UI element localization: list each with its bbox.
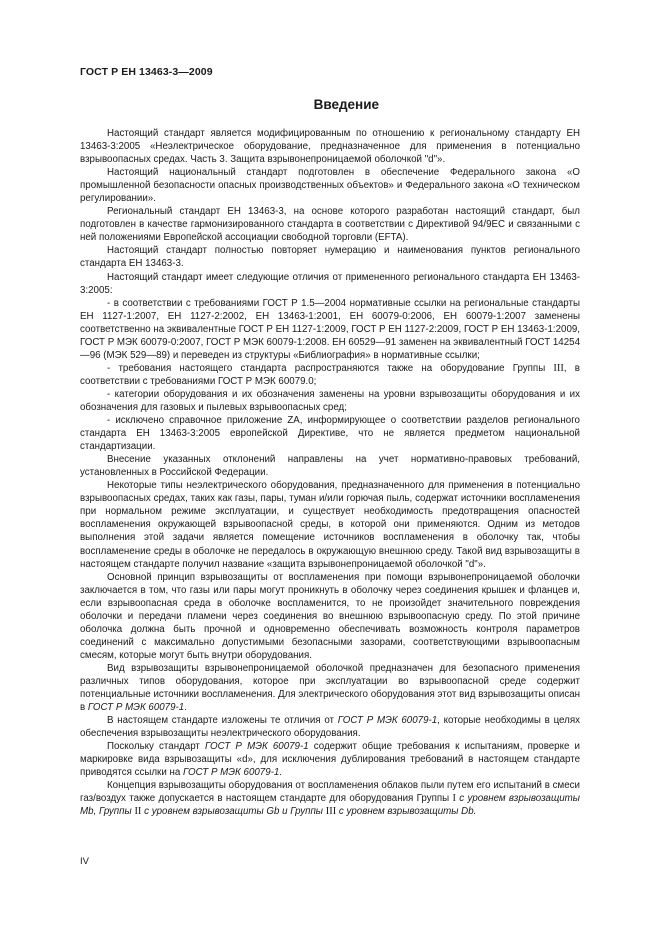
paragraph	[80, 779, 580, 818]
standard-reference: ГОСТ Р МЭК 60079-1	[183, 767, 280, 779]
dash-list-item: - категории оборудования и их обозначения заменены на уровни взрывозащиты оборудования и их обозначения для газовых и пылевых взрывоопасных сред;	[80, 388, 580, 413]
paragraph: Региональный стандарт ЕН 13463-3, на основе которого разработан настоящий стандарт, был подготовлен в качестве гармонизированного стандарта в соответствии с Директивой 94/9ЕС и связанными с ней положениями Европейской ассоциации свободной торговли (EFTA).	[80, 206, 580, 244]
dash-item-text: исключено справочное приложение ZA, информирующее о соответствии разделов регионального стандарта ЕН 13463-3:2005 европейской Директиве, что не является предметом национальной стандартизации.	[80, 415, 580, 453]
paragraph: Внесение указанных отклонений направлены на учет нормативно-правовых требований, установленных в Российской Федерации.	[80, 454, 580, 479]
group-numeral: III	[553, 362, 564, 374]
section-title: Введение	[313, 97, 379, 112]
group-numeral: I	[452, 793, 456, 805]
group-numeral: II	[134, 806, 142, 818]
paragraph-text: Вид взрывозащиты взрывонепроницаемой оболочкой предназначен для безопасного применения различных типов оборудования, которое при эксплуатации во взрывоопасной среде содержит потенциальные источники воспламенения. Для электрического оборудования этот вид взрывозащиты описан в	[80, 662, 580, 714]
paragraph: Основной принцип взрывозащиты от воспламенения при помощи взрывонепроницаемой оболочки заключается в том, что газы или пары могут проникнуть в оболочку через соединения крышек и фланцев и, если взрывоопасная среда в оболочке воспламенится, то не произойдет значительного повреждения оболочки и передачи пламени через соединения во внешнюю взрывоопасную среду. По этой причине оболочка должна быть прочной и одновременно обеспечивать возможность контроля параметров соединений с максимально допустимыми безопасными зазорами, соответствующими взрывоопасным смесям, которые могут быть внутри оборудования.	[80, 571, 580, 661]
paragraph: Некоторые типы неэлектрического оборудования, предназначенного для применения в потенциально взрывоопасных средах, таких как газы, пары, туман и/или горючая пыль, содержат источники воспламенения при нормальном режиме эксплуатации, и существует необходимость предотвращения опасностей воспламенения окружающей взрывоопасной среды, в которой они применяются. Одним из методов выполнения этой задачи является помещение источников воспламенения в оболочку так, чтобы воспламенение среды в оболочке не передалось в окружающую внешнюю среду. Такой вид взрывозащиты в настоящем стандарте получил название «защита взрывонепроницаемой оболочкой "d"».	[80, 480, 580, 570]
dash-item-text: требования настоящего стандарта распространяются также на оборудование Группы	[118, 362, 546, 374]
dash-list-item: - требования настоящего стандарта распространяются также на оборудование Группы III, в соответствии с требованиями ГОСТ Р МЭК 60079.0;	[80, 362, 580, 387]
paragraph	[80, 662, 580, 714]
dash-list-item: - в соответствии с требованиями ГОСТ Р 1.5—2004 нормативные ссылки на региональные стандарты ЕН 1127-1:2007, ЕН 1127-2:2002, ЕН 13463-1:2001, ЕН 60079-0:2006, ЕН 60079-1:2007 заменены соответственно на эквивалентные ГОСТ Р ЕН 1127-1:2009, ГОСТ Р ЕН 1127-2:2009, ГОСТ Р ЕН 13463-1:2009, ГОСТ Р МЭК 60079-0:2007, ГОСТ Р МЭК 60079-1:2008. ЕН 60529—91 заменен на эквивалентный ГОСТ 14254—96 (МЭК 529—89) и переведен из структуры «Библиография» в нормативные ссылки;	[80, 297, 580, 361]
dash-list-item: - исключено справочное приложение ZA, информирующее о соответствии разделов регионального стандарта ЕН 13463-3:2005 европейской Директиве, что не является предметом национальной стандартизации.	[80, 415, 580, 453]
paragraph-text: .	[184, 702, 187, 714]
paragraph: Настоящий национальный стандарт подготовлен в обеспечение Федерального закона «О промышленной безопасности опасных производственных объектов» и Федерального закона «О техническом регулировании».	[80, 167, 580, 205]
dash-item-text: , в соответствии с требованиями ГОСТ Р МЭК 60079.0;	[80, 362, 580, 387]
dash-item-text: в соответствии с требованиями ГОСТ Р 1.5—2004 нормативные ссылки на региональные стандарты ЕН 1127-1:2007, ЕН 1127-2:2002, ЕН 13463-1:2001, ЕН 60079-0:2006, ЕН 60079-1:2007 заменены соответственно на эквивалентные ГОСТ Р ЕН 1127-1:2009, ГОСТ Р ЕН 1127-2:2009, ГОСТ Р ЕН 13463-1:2009, ГОСТ Р МЭК 60079-0:2007, ГОСТ Р МЭК 60079-1:2008. ЕН 60529—91 заменен на эквивалентный ГОСТ 14254—96 (МЭК 529—89) и переведен из структуры «Библиография» в нормативные ссылки;	[80, 297, 580, 361]
paragraph: Настоящий стандарт является модифицированным по отношению к региональному стандарту ЕН 13463-3:2005 «Неэлектрическое оборудование, предназначенное для применения в потенциально взрывоопасных средах. Часть 3. Защита взрывонепроницаемой оболочкой "d"».	[80, 128, 580, 166]
section-title-wrap	[0, 96, 661, 114]
paragraph: Настоящий стандарт имеет следующие отличия от примененного регионального стандарта ЕН 13463-3:2005:	[80, 271, 580, 296]
standard-reference: ГОСТ Р МЭК 60079-1	[337, 715, 438, 727]
dash-item-text: категории оборудования и их обозначения заменены на уровни взрывозащиты оборудования и их обозначения для газовых и пылевых взрывоопасных сред;	[80, 388, 580, 413]
paragraph: Настоящий стандарт полностью повторяет нумерацию и наименования пунктов регионального стандарта ЕН 13463-3.	[80, 245, 580, 270]
standard-reference: ГОСТ Р МЭК 60079-1	[87, 702, 185, 714]
paragraph-text-italic: с уровнем взрывозащиты Db.	[338, 806, 477, 818]
document-body	[80, 127, 580, 818]
paragraph	[80, 714, 580, 740]
paragraph-text: В настоящем стандарте изложены те отличия от	[107, 715, 335, 727]
paragraph-text: .	[279, 767, 283, 779]
page-number: IV	[80, 856, 89, 867]
paragraph-text-italic: с уровнем взрывозащиты Gb и Группы	[144, 806, 323, 818]
paragraph	[80, 740, 580, 779]
paragraph-text: Поскольку стандарт	[107, 741, 200, 753]
paragraph-text: , которые необходимы в целях обеспечения взрывозащиты неэлектрического оборудования.	[80, 715, 580, 740]
paragraph-text-italic: с уровнем взрывозащиты Mb, Группы	[80, 793, 580, 818]
group-numeral: III	[325, 806, 337, 818]
paragraph-text: Концепция взрывозащиты оборудования от воспламенения облаков пыли путем его испытаний в смеси газ/воздух также допускается в настоящем стандарте для оборудования Группы	[80, 780, 580, 805]
document-header: ГОСТ Р ЕН 13463-3—2009	[80, 66, 213, 78]
standard-reference: ГОСТ Р МЭК 60079-1	[205, 741, 309, 753]
paragraph-text: содержит общие требования к испытаниям, проверке и маркировке вида взрывозащиты «d», для исключения дублирования требований в настоящем стандарте приводятся ссылки на	[80, 741, 580, 779]
